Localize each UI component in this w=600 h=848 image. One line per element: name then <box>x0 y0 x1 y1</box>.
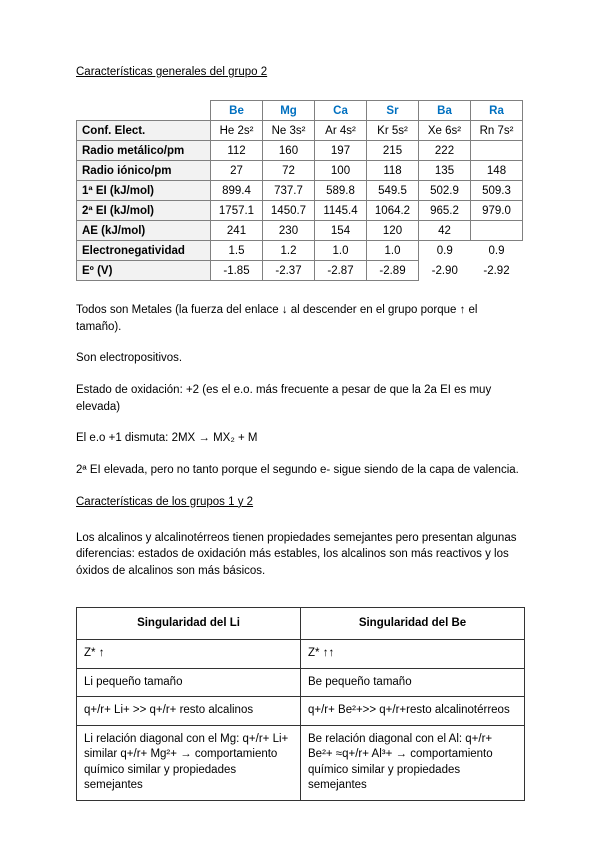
table-cell: q+/r+ Li+ >> q+/r+ resto alcalinos <box>77 697 301 726</box>
row-header: Electronegatividad <box>77 241 211 261</box>
row-ae <box>77 221 523 241</box>
table-cell: 1145.4 <box>315 201 367 221</box>
table-cell: 215 <box>367 141 419 161</box>
table-cell: 1757.1 <box>211 201 263 221</box>
table-cell: 100 <box>315 161 367 181</box>
table-cell: 965.2 <box>419 201 471 221</box>
table-cell: 899.4 <box>211 181 263 201</box>
table-cell: 737.7 <box>263 181 315 201</box>
paragraph-estado-oxidacion: Estado de oxidación: +2 (es el e.o. más frecuente a pesar de que la 2a EI es muy elevada) <box>76 384 492 413</box>
table-header-row <box>77 101 523 121</box>
table-cell: -2.37 <box>263 261 315 281</box>
table-cell: Be relación diagonal con el Al: q+/r+ Be²+ ≈q+/r+ Al³+ → comportamiento químico similar y propiedades semejantes <box>301 725 525 800</box>
table-cell: Kr 5s² <box>367 121 419 141</box>
paragraph-dismutacion: El e.o +1 dismuta: 2MX → MX₂ + M <box>76 432 258 445</box>
table-cell: 1.0 <box>315 241 367 261</box>
table-cell: 1064.2 <box>367 201 419 221</box>
table-row <box>77 640 525 669</box>
table-cell: 1450.7 <box>263 201 315 221</box>
table-row <box>77 697 525 726</box>
table-cell: 1.0 <box>367 241 419 261</box>
paragraph-2a-ei: 2ª EI elevada, pero no tanto porque el segundo e- sigue siendo de la capa de valencia. <box>76 464 519 477</box>
table-cell: Rn 7s² <box>471 121 523 141</box>
table-cell: 197 <box>315 141 367 161</box>
table-cell: Z* ↑ <box>77 640 301 669</box>
table-cell: 112 <box>211 141 263 161</box>
paragraph-alcalinos-comparacion: Los alcalinos y alcalinotérreos tienen propiedades semejantes pero presentan algunas diferencias: estados de oxidación más estables, los alcalinos son más reactivos y los óxidos de alcalinos son más básicos. <box>76 531 517 578</box>
table-cell: 118 <box>367 161 419 181</box>
table-cell: 230 <box>263 221 315 241</box>
corner-cell <box>77 101 211 121</box>
element-header-ba: Ba <box>419 101 471 121</box>
table-cell: Ne 3s² <box>263 121 315 141</box>
table-cell: -2.92 <box>483 264 510 277</box>
table-row <box>77 668 525 697</box>
table-cell: -1.85 <box>211 261 263 281</box>
paragraph-metales: Todos son Metales (la fuerza del enlace ↓ al descender en el grupo porque ↑ el tamaño). <box>76 304 478 333</box>
table-cell: 154 <box>315 221 367 241</box>
table-cell: 589.8 <box>315 181 367 201</box>
table-row <box>77 725 525 800</box>
table-cell: 549.5 <box>367 181 419 201</box>
element-header-be: Be <box>211 101 263 121</box>
section-title-grupos-1-2: Características de los grupos 1 y 2 <box>76 495 254 508</box>
table-cell <box>471 221 523 241</box>
paragraph-electropositivos: Son electropositivos. <box>76 352 183 365</box>
table-cell: 135 <box>419 161 471 181</box>
table-cell: 42 <box>419 221 471 241</box>
table-cell: 0.9 <box>436 244 453 257</box>
row-1a-ei <box>77 181 523 201</box>
row-header: AE (kJ/mol) <box>77 221 211 241</box>
table-cell: 160 <box>263 141 315 161</box>
table-cell: 0.9 <box>488 244 505 257</box>
singularidad-be-header: Singularidad del Be <box>301 607 525 640</box>
row-header: 2ª EI (kJ/mol) <box>77 201 211 221</box>
row-header: Conf. Elect. <box>77 121 211 141</box>
element-header-mg: Mg <box>263 101 315 121</box>
table-cell: Xe 6s² <box>419 121 471 141</box>
row-radio-metalico <box>77 141 523 161</box>
li-be-singularity-table <box>76 607 525 801</box>
table-cell: 1.5 <box>211 241 263 261</box>
table-cell: He 2s² <box>211 121 263 141</box>
table-cell: -2.90 <box>431 264 458 277</box>
table-cell: 27 <box>211 161 263 181</box>
row-conf-elect <box>77 121 523 141</box>
table-cell: 222 <box>419 141 471 161</box>
row-header: Radio iónico/pm <box>77 161 211 181</box>
row-header: Radio metálico/pm <box>77 141 211 161</box>
table-cell: 1.2 <box>263 241 315 261</box>
table-cell: Z* ↑↑ <box>301 640 525 669</box>
table-cell <box>471 141 523 161</box>
row-header: Eº (V) <box>77 261 211 281</box>
group2-properties-table <box>76 100 523 281</box>
singularidad-li-header: Singularidad del Li <box>77 607 301 640</box>
element-header-ca: Ca <box>315 101 367 121</box>
table-cell: Be pequeño tamaño <box>301 668 525 697</box>
row-e0 <box>77 261 523 281</box>
table-cell: 502.9 <box>419 181 471 201</box>
row-electronegatividad <box>77 241 523 261</box>
table-cell: 148 <box>471 161 523 181</box>
row-header: 1ª EI (kJ/mol) <box>77 181 211 201</box>
table-cell: 241 <box>211 221 263 241</box>
table-cell: -2.89 <box>367 261 419 281</box>
table-cell: Li pequeño tamaño <box>77 668 301 697</box>
table-header-row <box>77 607 525 640</box>
table-cell: 509.3 <box>471 181 523 201</box>
element-header-ra: Ra <box>471 101 523 121</box>
table-cell: -2.87 <box>315 261 367 281</box>
section-title-grupo2: Características generales del grupo 2 <box>76 66 268 78</box>
element-header-sr: Sr <box>367 101 419 121</box>
table-cell: q+/r+ Be²+>> q+/r+resto alcalinotérreos <box>301 697 525 726</box>
table-cell: 72 <box>263 161 315 181</box>
row-2a-ei <box>77 201 523 221</box>
row-radio-ionico <box>77 161 523 181</box>
table-cell: 120 <box>367 221 419 241</box>
table-cell: Li relación diagonal con el Mg: q+/r+ Li+ similar q+/r+ Mg²+ → comportamiento químico similar y propiedades semejantes <box>77 725 301 800</box>
table-cell: 979.0 <box>471 201 523 221</box>
table-cell: Ar 4s² <box>315 121 367 141</box>
